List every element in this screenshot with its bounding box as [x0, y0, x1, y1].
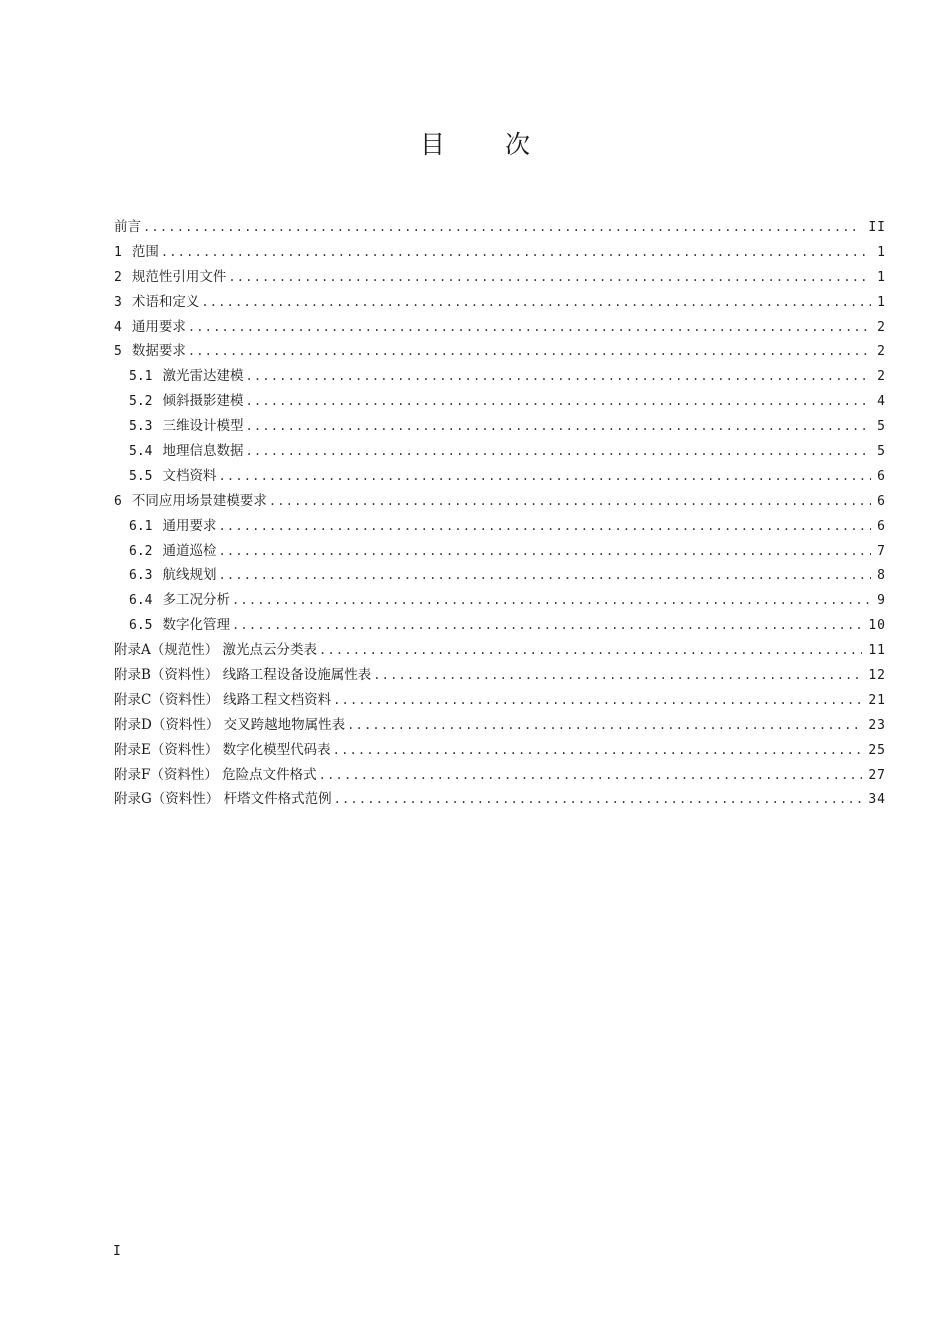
toc-entry-title: 通用要求 — [131, 318, 186, 335]
toc-entry-title: 多工况分析 — [162, 592, 230, 609]
toc-entry-page: II — [868, 220, 886, 235]
toc-entry[interactable] — [114, 414, 886, 439]
toc-entry-page: 1 — [877, 294, 886, 310]
toc-dot-leader — [218, 563, 871, 588]
toc-entry-page: 9 — [877, 593, 886, 609]
page-number: I — [113, 1244, 121, 1259]
toc-entry-title: 不同应用场景建模要求 — [131, 492, 267, 509]
page-title: 目 次 — [420, 130, 556, 159]
toc-entry-page: 8 — [877, 568, 886, 584]
toc-entry[interactable] — [114, 713, 886, 738]
toc-entry-title: 三维设计模型 — [162, 418, 244, 435]
toc-dot-leader — [232, 613, 862, 638]
toc-entry-title: 前言 — [114, 219, 141, 235]
toc-entry[interactable] — [114, 588, 886, 613]
toc-entry[interactable] — [114, 464, 886, 489]
toc-entry-page: 4 — [877, 394, 886, 410]
toc-entry[interactable] — [114, 439, 886, 464]
toc-entry-number: 5.5 — [129, 468, 153, 484]
toc-entry-title: 附录C（资料性） 线路工程文档资料 — [114, 691, 332, 708]
toc-entry-title: 附录F（资料性） 危险点文件格式 — [114, 766, 317, 783]
toc-entry-page: 6 — [877, 493, 886, 509]
toc-dot-leader — [373, 663, 862, 688]
toc-dot-leader — [334, 787, 863, 812]
toc-entry-title: 附录A（规范性） 激光点云分类表 — [114, 642, 318, 659]
toc-entry-number: 6.3 — [129, 568, 153, 584]
toc-dot-leader — [333, 738, 863, 763]
toc-dot-leader — [201, 290, 871, 315]
toc-entry[interactable] — [114, 638, 886, 663]
toc-dot-leader — [188, 315, 871, 340]
toc-dot-leader — [228, 265, 871, 290]
toc-entry[interactable] — [114, 787, 886, 812]
toc-entry-number: 6.4 — [129, 593, 153, 609]
toc-dot-leader — [245, 414, 871, 439]
toc-entry-page: 6 — [877, 518, 886, 534]
toc-dot-leader — [245, 364, 871, 389]
toc-dot-leader — [333, 688, 862, 713]
toc-entry-page: 21 — [868, 692, 886, 708]
toc-entry[interactable] — [114, 613, 886, 638]
toc-entry-number: 6.2 — [129, 543, 153, 559]
toc-entry-page: 12 — [868, 668, 886, 684]
toc-entry-title: 术语和定义 — [131, 293, 200, 310]
toc-entry-number: 5 — [114, 344, 122, 360]
toc-entry-page: 2 — [877, 344, 886, 360]
toc-entry[interactable] — [114, 763, 886, 788]
toc-dot-leader — [218, 464, 871, 489]
toc-entry-number: 4 — [114, 319, 122, 335]
toc-entry-title: 地理信息数据 — [162, 443, 244, 460]
toc-entry-title: 文档资料 — [162, 467, 217, 484]
toc-entry-page: 2 — [877, 369, 886, 385]
toc-entry-number: 2 — [114, 269, 122, 285]
toc-entry[interactable] — [114, 290, 886, 315]
toc-entry-number: 5.3 — [129, 419, 153, 435]
toc-entry-title: 范围 — [131, 243, 159, 260]
toc-entry-number: 5.1 — [129, 369, 153, 385]
toc-dot-leader — [269, 489, 871, 514]
toc-entry[interactable] — [114, 265, 886, 290]
toc-entry[interactable] — [114, 738, 886, 763]
toc-dot-leader — [218, 539, 871, 564]
toc-dot-leader — [319, 763, 863, 788]
toc-entry-page: 23 — [868, 717, 886, 733]
toc-entry-title: 规范性引用文件 — [131, 268, 227, 285]
toc-entry-page: 5 — [877, 444, 886, 460]
toc-entry-page: 27 — [868, 767, 886, 783]
toc-entry-number: 6.1 — [129, 518, 153, 534]
toc-entry[interactable] — [114, 339, 886, 364]
toc-dot-leader — [143, 215, 862, 240]
toc-dot-leader — [319, 638, 862, 663]
toc-entry[interactable] — [114, 563, 886, 588]
toc-entry-page: 6 — [877, 468, 886, 484]
toc-entry[interactable] — [114, 663, 886, 688]
toc-entry-title: 通用要求 — [162, 517, 217, 534]
toc-dot-leader — [188, 339, 871, 364]
toc-entry[interactable] — [114, 489, 886, 514]
toc-entry-number: 5.2 — [129, 394, 153, 410]
toc-entry-page: 25 — [868, 742, 886, 758]
toc-entry[interactable] — [114, 514, 886, 539]
toc-entry-page: 34 — [868, 792, 886, 808]
toc-entry-number: 3 — [114, 294, 122, 310]
toc-entry-number: 6.5 — [129, 618, 153, 634]
table-of-contents — [114, 215, 886, 812]
toc-entry-title: 附录G（资料性） 杆塔文件格式范例 — [114, 791, 332, 808]
toc-entry-page: 11 — [868, 643, 886, 659]
toc-dot-leader — [161, 240, 871, 265]
toc-entry-title: 附录E（资料性） 数字化模型代码表 — [114, 741, 331, 758]
toc-entry[interactable] — [114, 315, 886, 340]
toc-entry-title: 激光雷达建模 — [162, 368, 244, 385]
toc-dot-leader — [347, 713, 862, 738]
toc-entry-title: 数据要求 — [131, 343, 186, 360]
toc-entry-title: 附录D（资料性） 交叉跨越地物属性表 — [114, 716, 346, 733]
toc-entry[interactable] — [114, 539, 886, 564]
toc-entry[interactable] — [114, 240, 886, 265]
toc-dot-leader — [232, 588, 871, 613]
toc-entry-number: 5.4 — [129, 444, 153, 460]
toc-entry[interactable] — [114, 215, 886, 240]
toc-entry-title: 通道巡检 — [162, 542, 217, 559]
toc-dot-leader — [218, 514, 871, 539]
toc-entry[interactable] — [114, 389, 886, 414]
toc-entry-title: 航线规划 — [162, 567, 217, 584]
toc-entry[interactable] — [114, 688, 886, 713]
toc-entry-page: 1 — [877, 269, 886, 285]
toc-entry-page: 2 — [877, 319, 886, 335]
toc-entry-title: 数字化管理 — [162, 617, 230, 634]
toc-entry-page: 5 — [877, 419, 886, 435]
toc-entry-page: 7 — [877, 543, 886, 559]
toc-entry-page: 1 — [877, 244, 886, 260]
toc-entry-page: 10 — [868, 618, 886, 634]
toc-entry-title: 倾斜摄影建模 — [162, 393, 244, 410]
toc-entry-number: 1 — [114, 244, 122, 260]
toc-dot-leader — [245, 389, 871, 414]
toc-entry-number: 6 — [114, 493, 122, 509]
toc-dot-leader — [245, 439, 871, 464]
toc-entry-title: 附录B（资料性） 线路工程设备设施属性表 — [114, 667, 372, 684]
toc-entry[interactable] — [114, 364, 886, 389]
